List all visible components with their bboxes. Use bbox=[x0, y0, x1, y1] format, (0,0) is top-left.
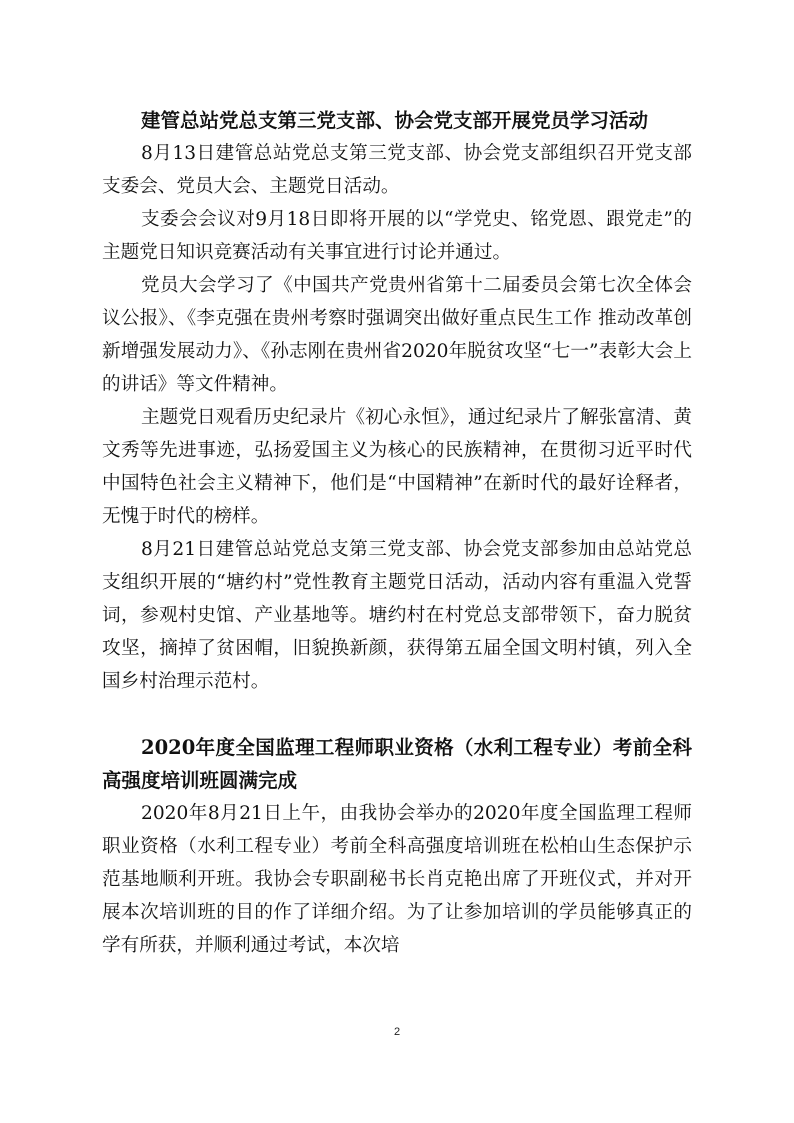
article-paragraph: 支委会会议对9月18日即将开展的以“学党史、铭党恩、跟党走”的主题党日知识竞赛活动有关事宜进行讨论并通过。 bbox=[102, 209, 692, 263]
article-paragraph: 党员大会学习了《中国共产党贵州省第十二届委员会第七次全体会议公报》、《李克强在贵州考察时强调突出做好重点民生工作 推动改革创新增强发展动力》、《孙志刚在贵州省2020年脱贫攻坚“七一”表彰大会上的讲话》等文件精神。 bbox=[102, 275, 692, 395]
article-paragraph: 8月21日建管总站党总支第三党支部、协会党支部参加由总站党总支组织开展的“塘约村”党性教育主题党日活动，活动内容有重温入党誓词，参观村史馆、产业基地等。塘约村在村党总支部带领下，奋力脱贫攻坚，摘掉了贫困帽，旧貌换新颜，获得第五届全国文明村镇，列入全国乡村治理示范村。 bbox=[102, 539, 692, 692]
article-title: 建管总站党总支第三党支部、协会党支部开展党员学习活动 bbox=[141, 109, 649, 132]
section-spacer bbox=[102, 698, 692, 731]
article-paragraph: 2020年8月21日上午，由我协会举办的2020年度全国监理工程师职业资格（水利工程专业）考前全科高强度培训班在松柏山生态保护示范基地顺利开班。我协会专职副秘书长肖克艳出席了开班仪式，并对开展本次培训班的目的作了详细介绍。为了让参加培训的学员能够真正的学有所获，并顺利通过考试，本次培 bbox=[102, 803, 692, 956]
article-title: 2020年度全国监理工程师职业资格（水利工程专业）考前全科高强度培训班圆满完成 bbox=[102, 736, 692, 792]
article-paragraph: 主题党日观看历史纪录片《初心永恒》，通过纪录片了解张富清、黄文秀等先进事迹，弘扬爱国主义为核心的民族精神，在贯彻习近平时代中国特色社会主义精神下，他们是“中国精神”在新时代的最好诠释者，无愧于时代的榜样。 bbox=[102, 407, 692, 527]
document-body bbox=[102, 104, 692, 962]
page-number: 2 bbox=[393, 1026, 401, 1038]
article-paragraph: 8月13日建管总站党总支第三党支部、协会党支部组织召开党支部支委会、党员大会、主题党日活动。 bbox=[102, 143, 692, 197]
